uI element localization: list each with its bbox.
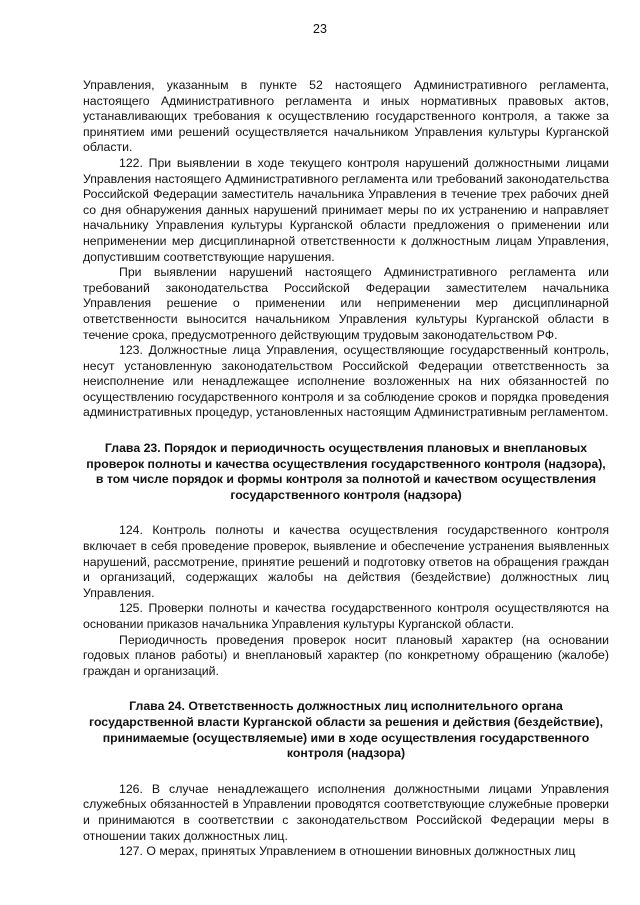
chapter-24-heading: Глава 24. Ответственность должностных лиц исполнительного органа государственной власти Курганской области за решения и действия (бездействие), принимаемые (осуществляемые) ими в ходе осуществления государственного контроля (надзора) — [88, 699, 603, 761]
paragraph-122-continued: При выявлении нарушений настоящего Административного регламента или требований законодательства Российской Федерации заместителем начальника Управления решение о применении или неприменении мер дисциплинарной ответственности выносится начальником Управления культуры Курганской области в течение срока, предусмотренного действующим трудовым законодательством РФ. — [83, 265, 609, 342]
chapter-23-heading: Глава 23. Порядок и периодичность осуществления плановых и внеплановых проверок полноты и качества осуществления государственного контроля (надзора), в том числе порядок и формы контроля за полнотой и качеством осуществления государственного контроля (надзора) — [86, 441, 606, 502]
paragraph-123: 123. Должностные лица Управления, осуществляющие государственный контроль, несут установленную законодательством Российской Федерации ответственность за неисполнение или ненадлежащее исполнение возложенных на них обязанностей по осуществлению государственного контроля и за соблюдение сроков и порядка проведения административных процедур, установленных настоящим Административным регламентом. — [83, 343, 609, 420]
paragraph-127: 127. О мерах, принятых Управлением в отношении виновных должностных лиц — [119, 844, 576, 859]
paragraph-125: 125. Проверки полноты и качества государственного контроля осуществляются на основании приказов начальника Управления культуры Курганской области. — [83, 601, 609, 631]
paragraph-125-continued: Периодичность проведения проверок носит плановый характер (на основании годовых планов работы) и внеплановый характер (по конкретному обращению (жалобе) граждан и организаций. — [83, 632, 609, 678]
paragraph-continuation: Управления, указанным в пункте 52 настоящего Административного регламента, настоящего Административного регламента и иных нормативных правовых актов, устанавливающих требования к осуществлению государственного контроля, а также за принятием ими решений осуществляется начальником Управления культуры Курганской области. — [83, 78, 609, 155]
paragraph-122: 122. При выявлении в ходе текущего контроля нарушений должностными лицами Управления настоящего Административного регламента или требований законодательства Российской Федерации заместитель начальника Управления в течение трех рабочих дней со дня обнаружения данных нарушений принимает меры по их устранению и направляет начальнику Управления культуры Курганской области предложения о применении или неприменении мер дисциплинарной ответственности к должностным лицам Управления, допустившим соответствующие нарушения. — [83, 155, 609, 264]
page-number: 23 — [313, 22, 327, 36]
paragraph-126: 126. В случае ненадлежащего исполнения должностными лицами Управления служебных обязанностей в Управлении проводятся соответствующие служебные проверки и принимаются в соответствии с законодательством Российской Федерации меры в отношении таких должностных лиц. — [83, 781, 609, 843]
paragraph-124: 124. Контроль полноты и качества осуществления государственного контроля включает в себя проведение проверок, выявление и обеспечение устранения выявленных нарушений, рассмотрение, принятие решений и подготовку ответов на обращения граждан и организаций, содержащих жалобы на действия (бездействие) должностных лиц Управления. — [83, 523, 609, 600]
page-content — [83, 78, 609, 860]
